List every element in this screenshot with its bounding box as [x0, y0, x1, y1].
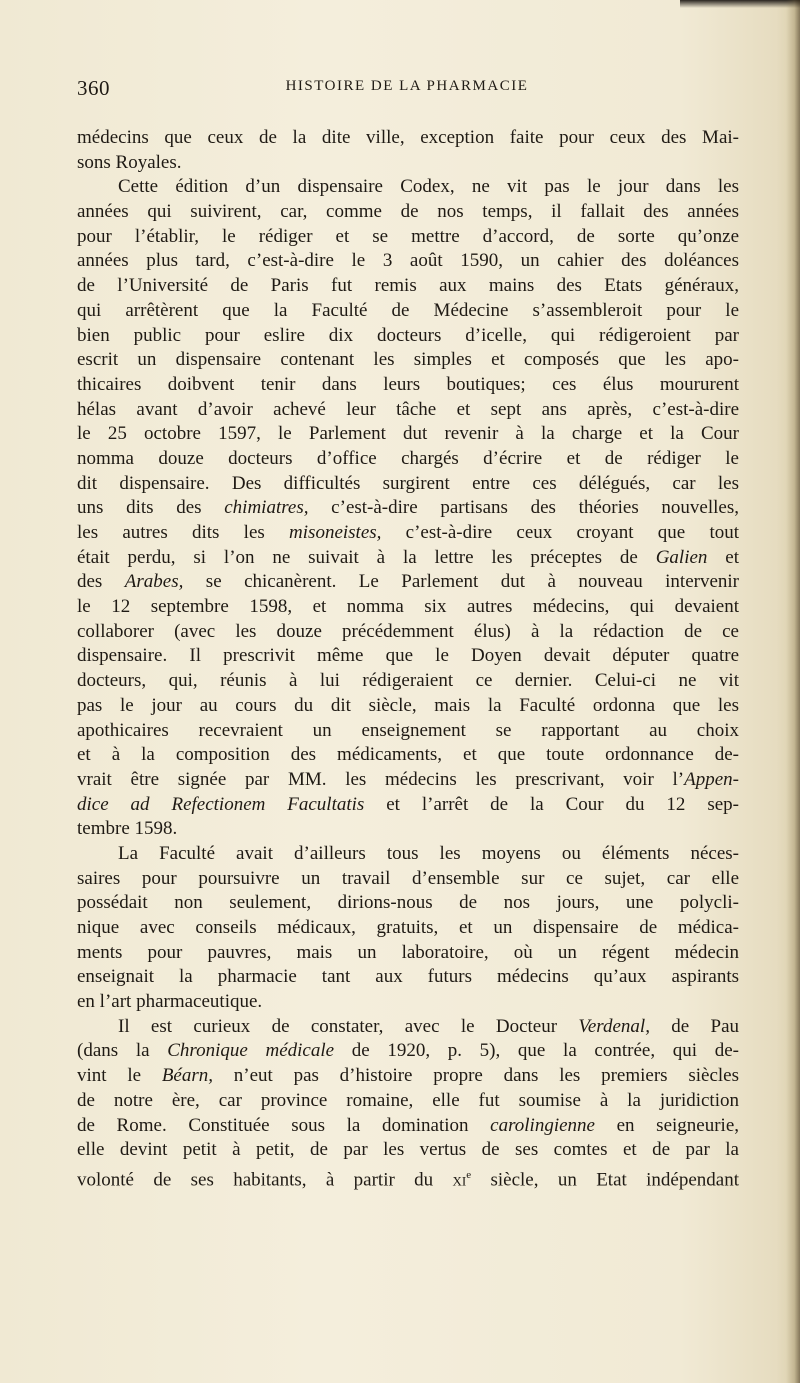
- page-number: 360: [77, 76, 110, 100]
- text-line: dit dispensaire. Des difficultés surgirent entre ces délégués, car les: [77, 472, 739, 494]
- italic-term: Arabes,: [124, 571, 184, 593]
- italic-term: chimiatres,: [224, 497, 309, 519]
- text-line: vrait être signée par MM. les médecins les prescrivant, voir l’Appen-: [77, 768, 739, 790]
- italic-term: Galien: [655, 546, 708, 568]
- text-line: sons Royales.: [77, 151, 182, 173]
- italic-term: misoneistes,: [289, 522, 382, 543]
- text-line: nomma douze docteurs d’office chargés d’écrire et de rédiger le: [77, 447, 739, 469]
- text-line: hélas avant d’avoir achevé leur tâche et sept ans après, c’est-à-dire: [77, 398, 739, 420]
- text-line: (dans la Chronique médicale de 1920, p. 5), que la contrée, qui de-: [77, 1040, 739, 1062]
- text-line: des Arabes, se chicanèrent. Le Parlement dut à nouveau intervenir: [77, 571, 740, 593]
- page-binding-edge: [786, 0, 800, 1383]
- text-line: apothicaires recevraient un enseignement se rapportant au choix: [77, 719, 739, 741]
- text-line: le 12 septembre 1598, et nomma six autres médecins, qui devaient: [77, 596, 739, 618]
- text-line: elle devint petit à petit, de par les vertus de ses comtes et de par la: [77, 1139, 739, 1161]
- text-line: tembre 1598.: [77, 818, 178, 840]
- text-line: bien public pour eslire dix docteurs d’icelle, qui rédigeroient par: [77, 324, 739, 346]
- text-line: années plus tard, c’est-à-dire le 3 août 1590, un cahier des doléances: [77, 250, 739, 272]
- text-line: escrit un dispensaire contenant les simples et composés que les apo-: [77, 349, 739, 371]
- italic-term: dice ad Refectionem Facultatis: [77, 793, 365, 815]
- text-line: de notre ère, car province romaine, elle fut soumise à la juridiction: [77, 1089, 739, 1111]
- text-line: de l’Université de Paris fut remis aux mains des Etats généraux,: [77, 275, 739, 297]
- text-line: le 25 octobre 1597, le Parlement dut revenir à la charge et la Cour: [77, 423, 739, 445]
- text-line: et à la composition des médicaments, et que toute ordonnance de-: [77, 744, 739, 766]
- text-line: dispensaire. Il prescrivit même que le Doyen devait députer quatre: [77, 645, 739, 667]
- paragraph-start-line: Il est curieux de constater, avec le Docteur Verdenal, de Pau: [118, 1015, 740, 1037]
- italic-term: carolingienne: [490, 1114, 595, 1136]
- text-line: pas le jour au cours du dit siècle, mais la Faculté ordonna que les: [77, 694, 739, 716]
- text-line: collaborer (avec les douze précédemment élus) à la rédaction de ce: [77, 620, 739, 642]
- text-line: saires pour poursuivre un travail d’ensemble sur ce sujet, car elle: [77, 867, 739, 889]
- italic-term: Verdenal,: [578, 1015, 650, 1037]
- text-line: en l’art pharmaceutique.: [77, 991, 263, 1013]
- paragraph-start-line: Cette édition d’un dispensaire Codex, ne vit pas le jour dans les: [118, 176, 739, 198]
- superscript: e: [466, 1168, 472, 1181]
- text-line: uns dits des chimiatres, c’est-à-dire partisans des théories nouvelles,: [77, 497, 739, 519]
- italic-term: Appen-: [684, 768, 739, 790]
- text-line: ments pour pauvres, mais un laboratoire, où un régent médecin: [77, 941, 739, 963]
- text-line: docteurs, qui, réunis à lui rédigeraient ce dernier. Celui-ci ne vit: [77, 670, 739, 692]
- page-header: [77, 76, 737, 102]
- text-line: qui arrêtèrent que la Faculté de Médecine s’assembleroit pour le: [77, 299, 739, 321]
- running-title: HISTOIRE DE LA PHARMACIE: [285, 78, 529, 94]
- text-line: de Rome. Constituée sous la domination carolingienne en seigneurie,: [77, 1114, 739, 1136]
- text-line: volonté de ses habitants, à partir du $xi^e$ siècle, un Etat indépendant: [77, 1168, 739, 1191]
- body-text: [77, 126, 740, 1191]
- text-line: dice ad Refectionem Facultatis et l’arrêt de la Cour du 12 sep-: [77, 793, 739, 815]
- text-line: années qui suivirent, car, comme de nos temps, il fallait des années: [77, 201, 739, 223]
- text-line: enseignait la pharmacie tant aux futurs médecins qu’aux aspirants: [77, 966, 739, 988]
- text-line: pour l’établir, le rédiger et se mettre d’accord, de sorte qu’onze: [77, 225, 739, 247]
- text-line: nique avec conseils médicaux, gratuits, et un dispensaire de médica-: [77, 917, 739, 938]
- century-numeral: xi: [452, 1169, 467, 1191]
- text-line: thicaires doibvent tenir dans leurs boutiques; ces élus moururent: [77, 373, 739, 395]
- text-line: était perdu, si l’on ne suivait à la lettre les préceptes de Galien et: [77, 546, 739, 568]
- text-line: possédait non seulement, dirions-nous de nos jours, une polycli-: [77, 892, 739, 914]
- italic-term: Béarn,: [161, 1065, 213, 1087]
- paragraph-start-line: La Faculté avait d’ailleurs tous les moyens ou éléments néces-: [118, 842, 739, 864]
- text-line: les autres dits les misoneistes, c’est-à-dire ceux croyant que tout: [77, 522, 739, 543]
- text-line: médecins que ceux de la dite ville, exception faite pour ceux des Mai-: [77, 127, 739, 148]
- text-line: vint le Béarn, n’eut pas d’histoire propre dans les premiers siècles: [77, 1065, 739, 1087]
- page-edge-shadow: [680, 0, 800, 8]
- italic-term: Chronique médicale: [167, 1040, 335, 1062]
